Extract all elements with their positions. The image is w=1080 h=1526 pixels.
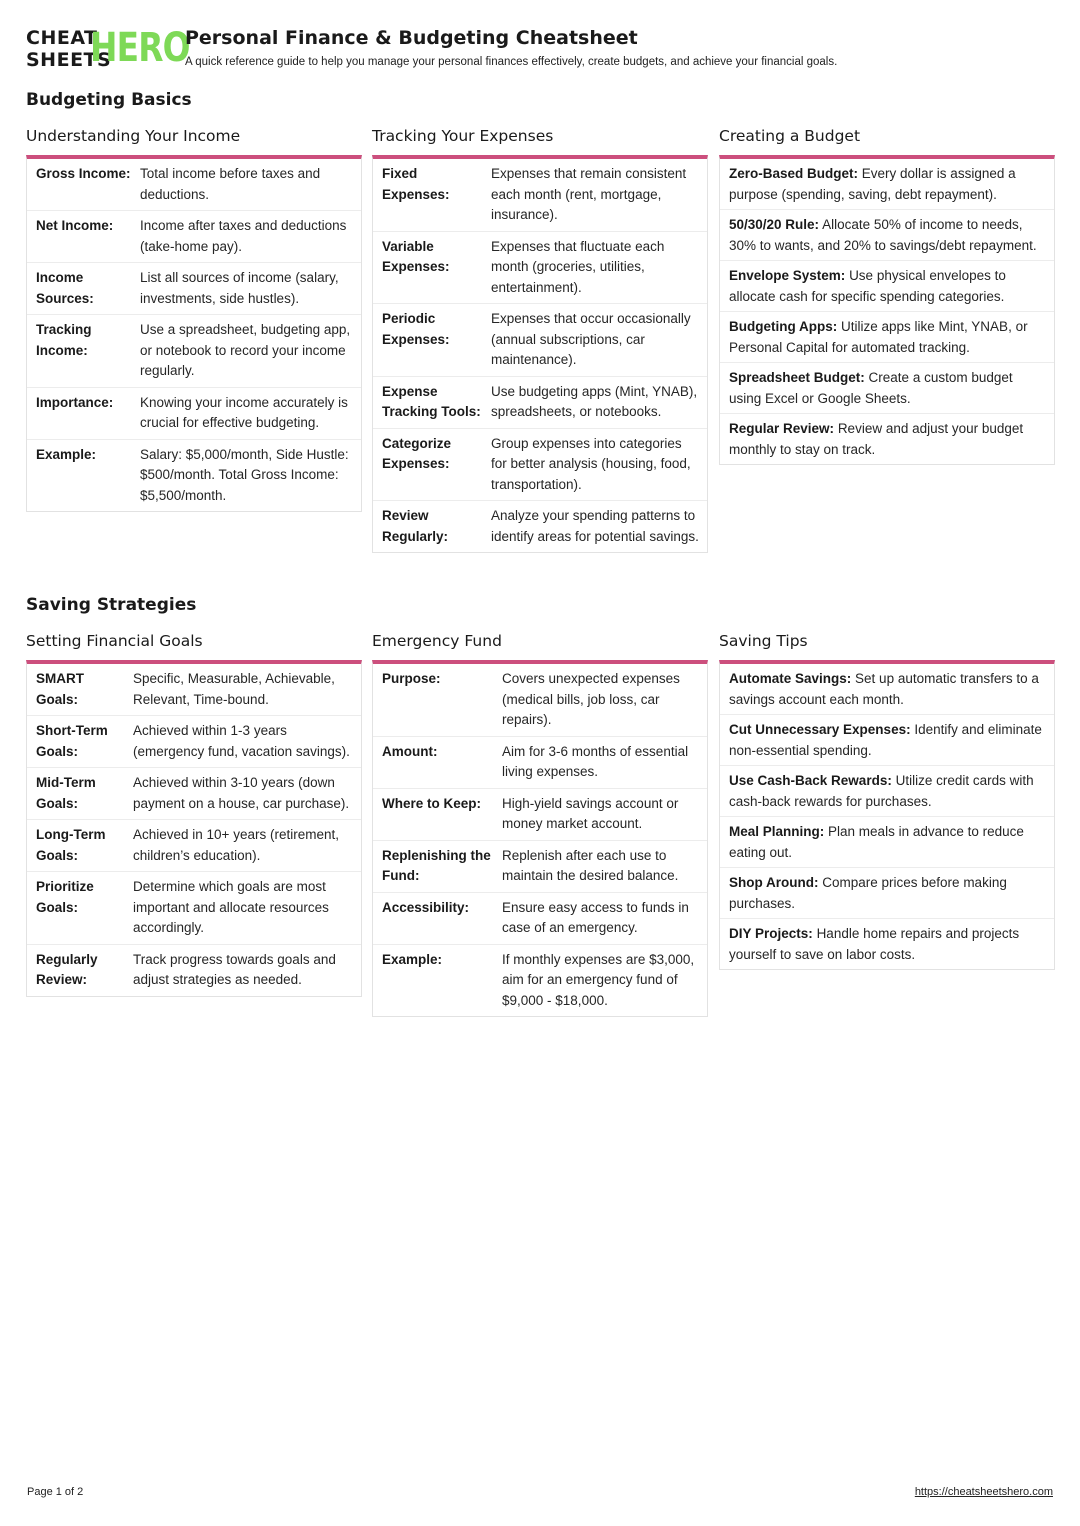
row-value: Use a spreadsheet, budgeting app, or notebook to record your income regularly. bbox=[140, 322, 351, 378]
row-value: Ensure easy access to funds in case of an emergency. bbox=[502, 899, 689, 935]
list-item bbox=[720, 868, 1054, 919]
row-key: Review Regularly: bbox=[382, 508, 449, 544]
page-number: Page 1 of 2 bbox=[27, 1486, 84, 1498]
card-body bbox=[26, 660, 362, 997]
table-row bbox=[27, 211, 361, 263]
row-value: Salary: $5,000/month, Side Hustle: $500/month. Total Gross Income: $5,500/month. bbox=[140, 446, 349, 503]
row-value: High-yield savings account or money market account. bbox=[502, 795, 679, 831]
table-row bbox=[373, 737, 707, 789]
row-key: Periodic Expenses: bbox=[382, 311, 450, 347]
row-key: Categorize Expenses: bbox=[382, 435, 452, 471]
row-key: Fixed Expenses: bbox=[382, 166, 450, 202]
table-row bbox=[373, 159, 707, 232]
cheatsheets-hero-logo[interactable] bbox=[26, 25, 190, 72]
item-key: Automate Savings: bbox=[729, 671, 852, 686]
table-row bbox=[373, 664, 707, 737]
row-key: Where to Keep: bbox=[382, 795, 482, 811]
row-value: Expenses that occur occasionally (annual subscriptions, car maintenance). bbox=[491, 311, 691, 367]
item-key: Spreadsheet Budget: bbox=[729, 370, 865, 385]
card-title: Saving Tips bbox=[719, 632, 808, 650]
row-key: Gross Income: bbox=[36, 166, 131, 181]
section-title-saving-strategies: Saving Strategies bbox=[26, 595, 197, 615]
table-row bbox=[27, 388, 361, 440]
table-row bbox=[373, 501, 707, 552]
item-value: Utilize credit cards with cash-back rewards for purchases. bbox=[729, 773, 1034, 809]
list-item bbox=[720, 715, 1054, 766]
table-row bbox=[27, 872, 361, 945]
table-row bbox=[27, 716, 361, 768]
row-key: Prioritize Goals: bbox=[36, 879, 94, 915]
table-row bbox=[373, 429, 707, 502]
item-value: Allocate 50% of income to needs, 30% to wants, and 20% to savings/debt repayment. bbox=[729, 217, 1037, 253]
row-key: Example: bbox=[36, 446, 97, 462]
list-item bbox=[720, 210, 1054, 261]
row-key: Long-Term Goals: bbox=[36, 827, 106, 863]
row-value: Covers unexpected expenses (medical bills, job loss, car repairs). bbox=[502, 671, 680, 727]
section-title-budgeting-basics: Budgeting Basics bbox=[26, 90, 192, 110]
table-row bbox=[373, 893, 707, 945]
table-row bbox=[27, 768, 361, 820]
card-body bbox=[372, 155, 708, 553]
row-value: Achieved within 1-3 years (emergency fund, vacation savings). bbox=[133, 723, 350, 759]
table-row bbox=[373, 945, 707, 1017]
table-row bbox=[27, 664, 361, 716]
row-key: Net Income: bbox=[36, 218, 114, 233]
row-key: Replenishing the Fund: bbox=[382, 847, 491, 883]
row-value: Use budgeting apps (Mint, YNAB), spreadsheets, or notebooks. bbox=[491, 383, 698, 419]
table-row bbox=[373, 789, 707, 841]
item-key: Cut Unnecessary Expenses: bbox=[729, 722, 911, 737]
list-item bbox=[720, 159, 1054, 210]
table-row bbox=[373, 841, 707, 893]
item-value: Review and adjust your budget monthly to stay on track. bbox=[729, 421, 1024, 457]
list-item bbox=[720, 312, 1054, 363]
item-key: Shop Around: bbox=[729, 875, 819, 890]
row-key: Mid-Term Goals: bbox=[36, 775, 96, 811]
row-value: List all sources of income (salary, investments, side hustles). bbox=[140, 270, 339, 306]
row-value: Replenish after each use to maintain the desired balance. bbox=[502, 847, 679, 883]
row-value: Knowing your income accurately is crucial for effective budgeting. bbox=[140, 394, 348, 430]
card-body bbox=[26, 155, 362, 512]
row-value: Expenses that remain consistent each month (rent, mortgage, insurance). bbox=[491, 166, 687, 222]
card-saving-tips bbox=[719, 631, 1055, 970]
item-key: Use Cash-Back Rewards: bbox=[729, 773, 892, 788]
table-row bbox=[373, 377, 707, 429]
row-value: Total income before taxes and deductions. bbox=[140, 166, 321, 202]
list-item bbox=[720, 817, 1054, 868]
card-title: Tracking Your Expenses bbox=[372, 127, 554, 145]
list-item bbox=[720, 261, 1054, 312]
row-value: Aim for 3-6 months of essential living expenses. bbox=[502, 743, 689, 779]
item-value: Set up automatic transfers to a savings account each month. bbox=[729, 671, 1039, 707]
item-value: Identify and eliminate non-essential spending. bbox=[729, 722, 1042, 758]
table-row bbox=[27, 820, 361, 872]
table-row bbox=[27, 440, 361, 512]
table-row bbox=[27, 315, 361, 388]
item-key: Zero-Based Budget: bbox=[729, 166, 859, 181]
row-value: Determine which goals are most important and allocate resources accordingly. bbox=[133, 879, 329, 935]
row-key: Purpose: bbox=[382, 671, 441, 686]
item-key: Regular Review: bbox=[729, 421, 835, 436]
list-item bbox=[720, 664, 1054, 715]
row-value: Income after taxes and deductions (take-home pay). bbox=[140, 218, 347, 254]
card-title: Creating a Budget bbox=[719, 127, 861, 145]
card-body bbox=[719, 155, 1055, 465]
row-key: Accessibility: bbox=[382, 899, 470, 915]
row-value: Achieved within 3-10 years (down payment on a house, car purchase). bbox=[133, 775, 350, 811]
table-row bbox=[27, 263, 361, 315]
item-value: Plan meals in advance to reduce eating out. bbox=[729, 824, 1024, 860]
table-row bbox=[373, 304, 707, 377]
item-value: Compare prices before making purchases. bbox=[729, 875, 1007, 911]
page-title: Personal Finance & Budgeting Cheatsheet bbox=[185, 27, 638, 49]
item-key: Meal Planning: bbox=[729, 824, 825, 839]
list-item bbox=[720, 414, 1054, 464]
row-value: Analyze your spending patterns to identify areas for potential savings. bbox=[491, 508, 699, 544]
card-title: Setting Financial Goals bbox=[26, 632, 203, 650]
row-key: Amount: bbox=[382, 743, 438, 759]
logo-word-hero: HERO bbox=[90, 25, 190, 71]
card-tracking-expenses bbox=[372, 126, 708, 553]
row-key: Example: bbox=[382, 951, 443, 967]
item-value: Every dollar is assigned a purpose (spending, saving, debt repayment). bbox=[729, 166, 1016, 202]
item-value: Utilize apps like Mint, YNAB, or Personal Capital for automated tracking. bbox=[729, 319, 1028, 355]
row-key: Expense Tracking Tools: bbox=[382, 383, 481, 419]
list-item bbox=[720, 363, 1054, 414]
card-body bbox=[372, 660, 708, 1017]
row-value: If monthly expenses are $3,000, aim for an emergency fund of $9,000 - $18,000. bbox=[502, 951, 695, 1008]
row-key: Short-Term Goals: bbox=[36, 723, 108, 759]
table-row bbox=[27, 159, 361, 211]
page-subtitle: A quick reference guide to help you manage your personal finances effectively, create budgets, and achieve your financial goals. bbox=[185, 56, 838, 68]
card-understanding-income bbox=[26, 126, 362, 512]
site-link[interactable]: https://cheatsheetshero.com bbox=[914, 1486, 1053, 1498]
row-key: SMART Goals: bbox=[36, 671, 84, 707]
card-emergency-fund bbox=[372, 631, 708, 1017]
row-value: Group expenses into categories for better analysis (housing, food, transportation). bbox=[491, 435, 691, 492]
logo-word-sheets: SHEETS bbox=[26, 49, 112, 71]
page-header bbox=[26, 26, 1056, 76]
item-value: Use physical envelopes to allocate cash for specific spending categories. bbox=[729, 268, 1006, 304]
item-key: Budgeting Apps: bbox=[729, 319, 838, 334]
table-row bbox=[27, 945, 361, 996]
card-body bbox=[719, 660, 1055, 970]
item-key: Envelope System: bbox=[729, 268, 846, 283]
list-item bbox=[720, 919, 1054, 969]
row-key: Regularly Review: bbox=[36, 951, 98, 987]
item-key: 50/30/20 Rule: bbox=[729, 217, 820, 232]
list-item bbox=[720, 766, 1054, 817]
card-title: Emergency Fund bbox=[372, 632, 502, 650]
card-title: Understanding Your Income bbox=[26, 127, 241, 145]
item-value: Create a custom budget using Excel or Google Sheets. bbox=[729, 370, 1013, 406]
row-key: Income Sources: bbox=[36, 270, 94, 306]
item-key: DIY Projects: bbox=[729, 926, 813, 941]
row-key: Variable Expenses: bbox=[382, 238, 450, 274]
row-value: Expenses that fluctuate each month (groceries, utilities, entertainment). bbox=[491, 238, 665, 295]
row-value: Track progress towards goals and adjust strategies as needed. bbox=[133, 951, 336, 987]
row-key: Importance: bbox=[36, 394, 114, 410]
logo-word-cheat: CHEAT bbox=[26, 27, 98, 49]
table-row bbox=[373, 232, 707, 305]
row-key: Tracking Income: bbox=[36, 322, 92, 358]
card-creating-budget bbox=[719, 126, 1055, 465]
card-setting-goals bbox=[26, 631, 362, 997]
row-value: Achieved in 10+ years (retirement, children’s education). bbox=[133, 827, 339, 863]
item-value: Handle home repairs and projects yourself to save on labor costs. bbox=[729, 926, 1020, 962]
row-value: Specific, Measurable, Achievable, Relevant, Time-bound. bbox=[133, 671, 335, 707]
